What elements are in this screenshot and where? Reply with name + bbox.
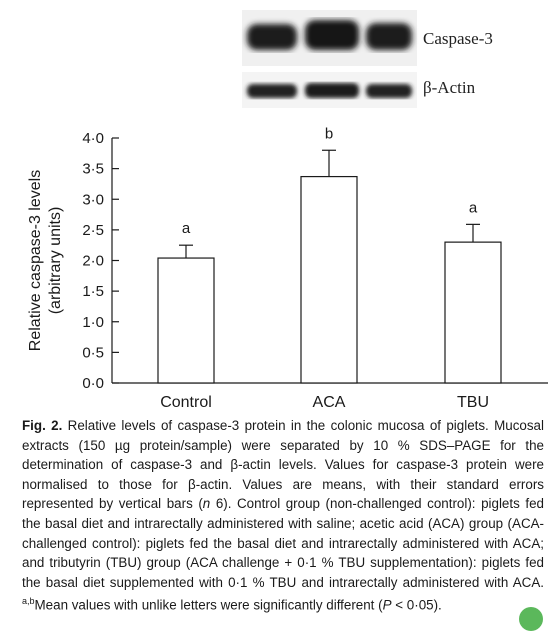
bar	[301, 177, 357, 383]
chart-labels	[27, 125, 489, 411]
y-tick-label: 4·0	[82, 130, 104, 147]
y-tick-label: 1·5	[82, 283, 104, 301]
caption-text-2: 6). Control group (non-challenged control): piglets fed the basal diet and intrarectally administered with saline; acetic acid (ACA) group (ACA-challenged control): piglets fed the basal diet and intrarectally administered with ACA; and tributyrin (TBU) group (ACA challenge + 0·1 % TBU supplementation): piglets fed the basal diet supplemented with 0·1 % TBU and intrarectally administered with ACA.	[22, 496, 544, 590]
significance-letter: a	[468, 199, 478, 217]
y-tick-label: 3·5	[82, 160, 104, 178]
bar	[445, 242, 501, 383]
caspase-3-label: Caspase-3	[423, 29, 493, 48]
caption-text-1: Relative levels of caspase-3 protein in the colonic mucosa of piglets. Mucosal extracts (150 µg protein/sample) were separated by 10 % SDS–PAGE for the determination of caspase-3 and β-actin levels. Values for caspase-3 protein were normalised to those for β-actin. Values are means, with their standard errors represented by vertical bars (	[22, 418, 544, 512]
caption-text-4: < 0·05).	[391, 597, 442, 613]
bar-chart	[0, 118, 553, 414]
caption-n-italic: n	[202, 496, 211, 512]
y-tick-label: 0·0	[82, 375, 104, 392]
significance-letter: a	[181, 220, 191, 238]
bar	[158, 258, 214, 383]
publisher-logo	[519, 607, 543, 631]
x-category-label: Control	[160, 394, 212, 411]
y-tick-label: 1·0	[82, 313, 104, 331]
y-tick-label: 2·5	[82, 221, 104, 239]
x-category-label: ACA	[312, 394, 346, 411]
caption-text-3: Mean values with unlike letters were significantly different (	[34, 597, 383, 613]
y-axis-label: Relative caspase-3 levels	[27, 169, 44, 352]
western-blot-image	[0, 0, 553, 120]
caption-superscript: a,b	[22, 596, 35, 607]
caption-p-italic: P	[382, 597, 392, 613]
y-axis-label-units: (arbitrary units)	[47, 206, 64, 315]
beta-actin-label: β-Actin	[423, 78, 476, 97]
x-category-label: TBU	[457, 394, 489, 411]
figure-label: Fig. 2.	[22, 418, 63, 433]
y-tick-label: 2·0	[82, 252, 104, 270]
figure-caption	[22, 416, 544, 615]
y-tick-label: 0·5	[82, 344, 104, 362]
bars-group	[158, 150, 501, 383]
y-tick-label: 3·0	[82, 191, 104, 209]
significance-letter: b	[324, 125, 334, 143]
